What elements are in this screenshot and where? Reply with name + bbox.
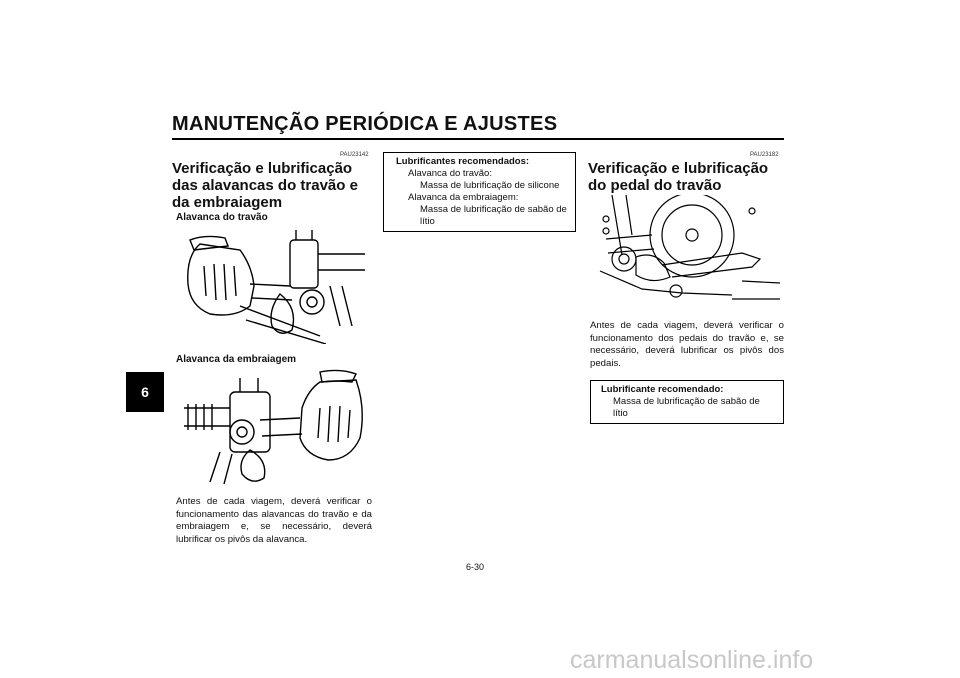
brake-lever-lubricant-label: Alavanca do travão: xyxy=(408,168,492,179)
chapter-tab: 6 xyxy=(126,372,164,412)
watermark: carmanualsonline.info xyxy=(570,646,814,674)
section-code-left: PAU23142 xyxy=(340,152,369,158)
clutch-lever-lubricant-label: Alavanca da embraiagem: xyxy=(408,192,519,203)
section-heading-pedal: Verificação e lubrificação do pedal do travão xyxy=(588,160,769,194)
title-rule xyxy=(172,138,784,140)
brake-lever-label: Alavanca do travão xyxy=(176,212,268,223)
section-code-right: PAU23182 xyxy=(750,152,779,158)
section-heading-levers: Verificação e lubrificação das alavancas do travão e da embraiagem xyxy=(172,160,358,211)
clutch-lever-lubricant: Massa de lubrificação de sabão de lítio xyxy=(420,204,567,227)
clutch-lever-label: Alavanca da embraiagem xyxy=(176,354,297,365)
pedal-lubricant: Massa de lubrificação de sabão de lítio xyxy=(613,396,760,419)
page-title: MANUTENÇÃO PERIÓDICA E AJUSTES xyxy=(172,113,558,135)
brake-lever-lubricant: Massa de lubrificação de silicone xyxy=(420,180,560,191)
page-number: 6-30 xyxy=(466,562,485,572)
brake-pedal-illustration xyxy=(592,195,782,310)
lubricants-box xyxy=(383,152,576,232)
brake-lever-illustration xyxy=(180,226,370,344)
clutch-lever-illustration xyxy=(180,368,370,486)
pedal-lubricant-box-title: Lubrificante recomendado: xyxy=(601,384,724,395)
pedal-lubricant-box xyxy=(590,380,784,424)
pedal-body-text: Antes de cada viagem, deverá verificar o funcionamento dos pedais do travão e, se necessário, deverá lubrificar os pivôs dos pedais. xyxy=(590,320,784,369)
lubricants-box-title: Lubrificantes recomendados: xyxy=(396,156,530,167)
levers-body-text: Antes de cada viagem, deverá verificar o funcionamento das alavancas do travão e da embraiagem e, se necessário, deverá lubrificar os pivôs da alavanca. xyxy=(176,496,372,545)
